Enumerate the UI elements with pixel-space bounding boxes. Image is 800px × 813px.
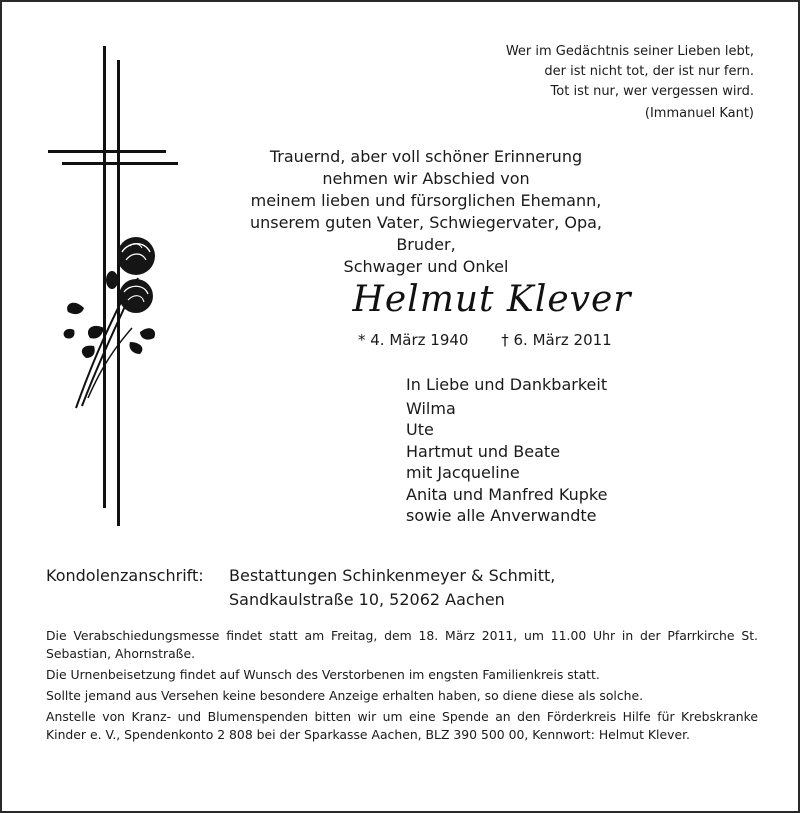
- address-line: Sandkaulstraße 10, 52062 Aachen: [229, 590, 505, 609]
- life-dates: [358, 329, 612, 351]
- deceased-name: Helmut Klever: [352, 279, 632, 320]
- family-member: Wilma: [406, 398, 456, 418]
- condolence-address-lines: [229, 564, 555, 612]
- cross-with-roses-icon: [46, 46, 186, 528]
- birth-date: * 4. März 1940: [358, 331, 469, 349]
- family-heading: In Liebe und Dankbarkeit: [406, 375, 608, 394]
- quote-author: (Immanuel Kant): [644, 106, 754, 121]
- family-member: Ute: [406, 420, 434, 439]
- quote-line: Tot ist nur, wer vergessen wird.: [550, 84, 754, 99]
- condolence-label: Kondolenzanschrift:: [46, 566, 204, 585]
- farewell-line: meinem lieben und fürsorglichen Ehemann,: [250, 191, 602, 210]
- service-notes: [46, 627, 758, 747]
- kant-quote: [506, 42, 754, 124]
- family-member: Anita und Manfred Kupke: [406, 484, 608, 504]
- death-date: † 6. März 2011: [501, 331, 612, 349]
- family-member: mit Jacqueline: [406, 463, 520, 482]
- address-line: Bestattungen Schinkenmeyer & Schmitt,: [229, 566, 556, 585]
- farewell-line: nehmen wir Abschied von: [322, 169, 530, 188]
- family-list: [406, 374, 607, 527]
- note-paragraph: Die Urnenbeisetzung findet auf Wunsch des Verstorbenen im engsten Familienkreis statt.: [46, 667, 600, 682]
- farewell-line: unserem guten Vater, Schwiegervater, Opa, Bruder,: [249, 213, 603, 254]
- quote-line: Wer im Gedächtnis seiner Lieben lebt,: [505, 44, 754, 59]
- farewell-line: Trauernd, aber voll schöner Erinnerung: [269, 147, 583, 166]
- farewell-text: [226, 146, 626, 278]
- note-paragraph: Sollte jemand aus Versehen keine besondere Anzeige erhalten haben, so diene diese als solche.: [46, 688, 644, 703]
- quote-line: der ist nicht tot, der ist nur fern.: [544, 64, 754, 79]
- note-paragraph: Anstelle von Kranz- und Blumenspenden bitten wir um eine Spende an den Förderkreis Hilfe für Krebskranke Kinder e. V., Spendenkonto 2 808 bei der Sparkasse Aachen, BLZ 390 500 00, Kennwort: Helmut Klever.: [46, 709, 758, 742]
- family-member: Hartmut und Beate: [406, 441, 561, 461]
- note-paragraph: Die Verabschiedungsmesse findet statt am Freitag, dem 18. März 2011, um 11.00 Uhr in der Pfarrkirche St. Sebastian, Ahornstraße.: [46, 628, 758, 661]
- family-member: sowie alle Anverwandte: [406, 506, 597, 525]
- farewell-line: Schwager und Onkel: [343, 257, 509, 276]
